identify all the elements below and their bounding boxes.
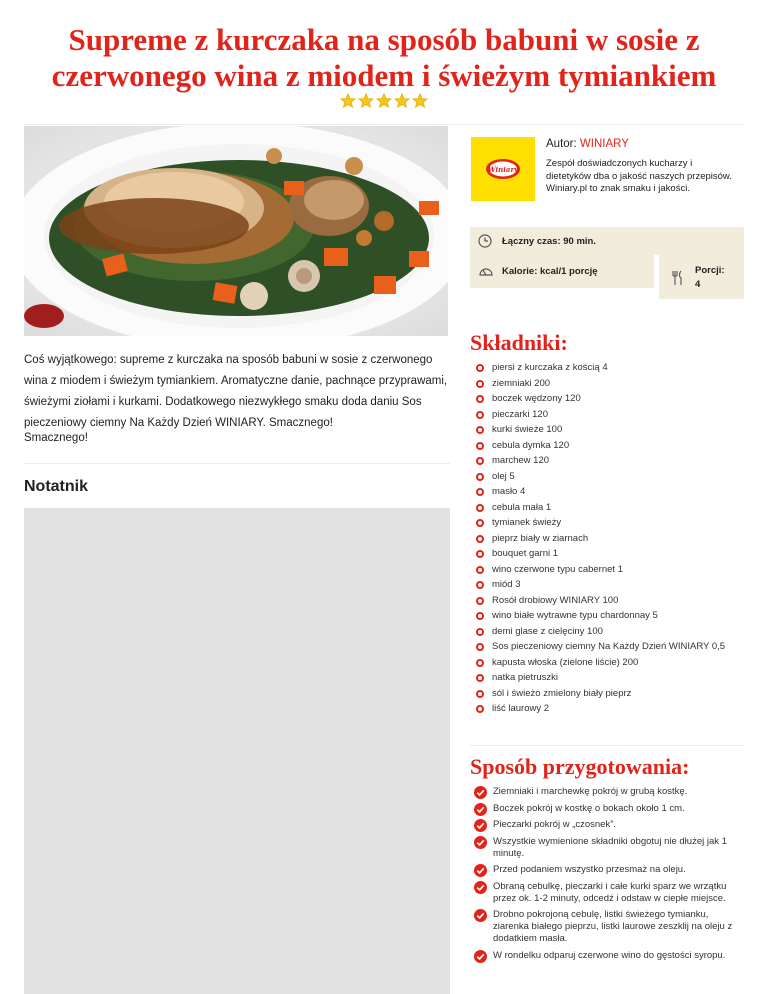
recipe-photo [24,126,448,336]
bullet-ring-icon [476,519,484,527]
portions-box [659,255,744,299]
ingredient-item [476,486,746,498]
ingredient-text: kurki świeże 100 [492,424,563,435]
ingredient-text: wino czerwone typu cabernet 1 [492,563,623,575]
recipe-closing: Smacznego! [24,432,88,444]
ingredient-text: Sos pieczeniowy ciemny Na Każdy Dzień WINIARY 0,5 [492,641,726,652]
steps-list [474,786,746,966]
ingredient-text: bouquet garni 1 [492,548,559,559]
ingredient-item [476,362,746,374]
ingredient-item [476,657,746,669]
ingredient-text: miód 3 [492,579,521,590]
bullet-ring-icon [476,488,484,496]
ingredient-item [476,471,746,483]
notes-title: Notatnik [24,478,88,495]
ingredient-text: wino białe wytrawne typu chardonnay 5 [492,610,658,621]
step-item [474,836,746,860]
ingredient-text: liść laurowy 2 [492,703,550,714]
step-text: Ziemniaki i marchewkę pokrój w grubą kostkę. [493,786,688,797]
ingredient-item [476,393,746,405]
bullet-ring-icon [476,612,484,620]
bullet-ring-icon [476,581,484,589]
ingredient-text: tymianek świeży [492,517,562,528]
author-name-link[interactable]: WINIARY [579,138,629,150]
bullet-ring-icon [476,659,484,667]
step-text: Przed podaniem wszystko przesmaż na oleju. [493,864,686,875]
ingredient-text: marchew 120 [492,455,550,466]
step-text: W rondelku odparuj czerwone wino do gęstości syropu. [493,949,726,961]
check-circle-icon [474,836,487,849]
ingredient-item [476,502,746,514]
ingredient-text: demi glase z cielęciny 100 [492,625,603,637]
total-time-box [470,227,744,255]
ingredient-item [476,440,746,452]
bullet-ring-icon [476,504,484,512]
bullet-ring-icon [476,566,484,574]
bullet-ring-icon [476,426,484,434]
portions-value: 4 [695,279,701,290]
step-item [474,864,746,876]
ingredients-list [476,362,746,719]
check-circle-icon [474,864,487,877]
star-icon [376,93,392,108]
divider [24,463,450,464]
bullet-ring-icon [476,705,484,713]
winiary-logo-icon [471,137,535,201]
step-item [474,950,746,962]
ingredient-item [476,672,746,684]
star-icon [412,93,428,108]
ingredient-item [476,703,746,715]
bullet-ring-icon [476,643,484,651]
dish-illustration [24,126,448,336]
check-circle-icon [474,803,487,816]
calories-text: Kalorie: kcal/1 porcję [502,266,598,277]
bullet-ring-icon [476,690,484,698]
winiary-logo [471,137,535,201]
ingredient-item [476,548,746,560]
check-circle-icon [474,909,487,922]
ingredient-item [476,610,746,622]
ingredient-text: boczek wędzony 120 [492,393,581,404]
bullet-ring-icon [476,411,484,419]
step-text: Obraną cebulkę, pieczarki i całe kurki sparz we wrzątku przez ok. 1-2 minuty, odcedź i odstaw w ciepłe miejsce. [493,880,727,904]
ingredient-text: masło 4 [492,486,526,497]
bullet-ring-icon [476,364,484,372]
step-item [474,881,746,905]
step-text: Pieczarki pokrój w „czosnek”. [493,819,617,830]
bullet-ring-icon [476,457,484,465]
step-item [474,819,746,831]
ingredient-text: pieczarki 120 [492,408,548,420]
clock-icon [478,234,492,248]
step-text: Drobno pokrojoną cebulę, listki świeżego tymianku, ziarenka białego pieprzu, listki laurowe zeszklij na oleju z dodatkiem masła. [493,909,733,944]
step-text: Wszystkie wymienione składniki obgotuj nie dłużej jak 1 minutę. [493,835,727,859]
star-icon [340,93,356,108]
notes-textarea[interactable] [24,508,450,994]
ingredient-text: piersi z kurczaka z kością 4 [492,362,608,373]
check-circle-icon [474,950,487,963]
ingredient-text: cebula mała 1 [492,501,552,513]
ingredient-item [476,688,746,700]
ingredient-item [476,564,746,576]
calories-box [470,255,654,288]
ingredient-text: natka pietruszki [492,672,559,683]
recipe-description: Coś wyjątkowego: supreme z kurczaka na sposób babuni w sosie z czerwonego wina z miodem i świeżym tymiankiem. Aromatyczne danie, pachnące przyprawami, świeżymi ziołami i kurkami. Dodatkowego niezwykłego smaku doda daniu Sos pieczeniowy ciemny Na Każdy Dzień WINIARY. Smacznego! [24,354,448,429]
gauge-icon [478,264,494,278]
ingredient-text: kapusta włoska (zielone liście) 200 [492,656,639,668]
star-icon [394,93,410,108]
ingredient-text: ziemniaki 200 [492,377,551,389]
recipe-title: Supreme z kurczaka na sposób babuni w sosie z czerwonego wina z miodem i świeżym tymiankiem [51,22,717,93]
ingredient-item [476,641,746,653]
step-item [474,909,746,945]
divider [470,745,744,746]
portions-label: Porcji: [695,265,725,276]
ingredient-item [476,595,746,607]
rating-stars [0,93,768,108]
divider [24,124,744,125]
ingredient-item [476,455,746,467]
ingredient-text: sól i świeżo zmielony biały pieprz [492,687,632,699]
ingredient-text: cebula dymka 120 [492,439,570,451]
logo-wordmark: Winiary [487,165,519,174]
star-icon [358,93,374,108]
step-item [474,803,746,815]
author-line [546,138,629,150]
bullet-ring-icon [476,442,484,450]
ingredient-text: olej 5 [492,470,515,482]
ingredient-text: pieprz biały w ziarnach [492,532,589,544]
cutlery-icon [671,270,683,286]
ingredient-item [476,517,746,529]
ingredient-item [476,626,746,638]
bullet-ring-icon [476,473,484,481]
ingredient-item [476,533,746,545]
ingredients-title: Składniki: [470,330,568,355]
bullet-ring-icon [476,597,484,605]
step-item [474,786,746,798]
bullet-ring-icon [476,380,484,388]
bullet-ring-icon [476,550,484,558]
ingredient-item [476,579,746,591]
bullet-ring-icon [476,535,484,543]
author-label: Autor: [546,138,577,150]
ingredient-text: Rosół drobiowy WINIARY 100 [492,594,619,606]
author-description: Zespół doświadczonych kucharzy i dietetyków dba o jakość naszych przepisów. Winiary.pl to znak smaku i jakości. [546,158,732,194]
ingredient-item [476,409,746,421]
bullet-ring-icon [476,395,484,403]
step-text: Boczek pokrój w kostkę o bokach około 1 cm. [493,802,685,814]
bullet-ring-icon [476,628,484,636]
steps-title: Sposób przygotowania: [470,754,690,779]
bullet-ring-icon [476,674,484,682]
ingredient-item [476,424,746,436]
check-circle-icon [474,786,487,799]
ingredient-item [476,378,746,390]
total-time-text: Łączny czas: 90 min. [502,236,596,247]
check-circle-icon [474,881,487,894]
check-circle-icon [474,819,487,832]
